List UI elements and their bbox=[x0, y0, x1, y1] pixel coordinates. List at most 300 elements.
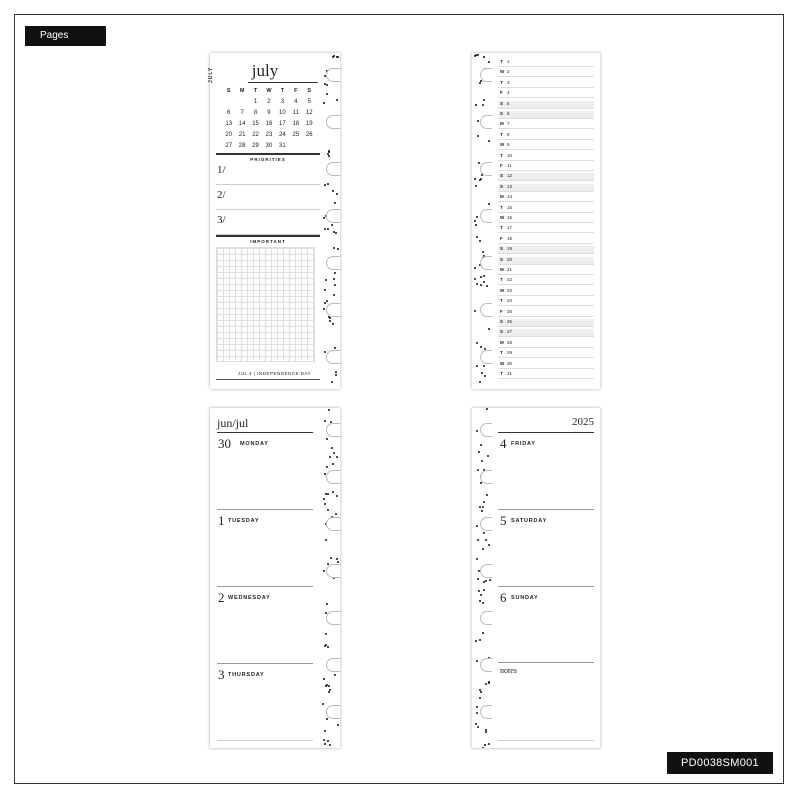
day-letter: F bbox=[500, 163, 503, 168]
dot bbox=[323, 739, 325, 741]
day-letter: T bbox=[500, 152, 503, 158]
day-number: 25 bbox=[507, 308, 513, 314]
ring-notch bbox=[326, 470, 340, 484]
day-name: SATURDAY bbox=[511, 518, 548, 524]
dot bbox=[478, 451, 480, 453]
calendar-day: 27 bbox=[225, 142, 233, 149]
row-line bbox=[498, 253, 594, 254]
day-letter: S bbox=[500, 111, 504, 116]
dot bbox=[326, 93, 328, 95]
day-letter: T bbox=[500, 298, 503, 304]
dot bbox=[477, 469, 479, 471]
dot bbox=[323, 570, 325, 572]
monthly-page bbox=[210, 53, 340, 389]
calendar-day bbox=[222, 96, 235, 107]
dot bbox=[485, 731, 487, 733]
calendar-day: 16 bbox=[265, 120, 273, 127]
dot bbox=[480, 346, 482, 348]
dot bbox=[325, 279, 327, 281]
notes-rule bbox=[498, 662, 594, 663]
dot bbox=[476, 342, 478, 344]
day-divider bbox=[498, 586, 594, 587]
calendar-day: 26 bbox=[305, 131, 313, 138]
day-letter: F bbox=[500, 308, 503, 314]
ring-notch bbox=[326, 423, 340, 437]
priority-number: 3/ bbox=[217, 214, 226, 226]
dot bbox=[334, 272, 336, 274]
dot bbox=[475, 224, 477, 226]
ring-notch bbox=[480, 162, 492, 176]
day-letter: S bbox=[500, 329, 504, 335]
calendar-day: 14 bbox=[238, 120, 246, 127]
important-label: IMPORTANT bbox=[250, 239, 286, 244]
weekday-header: T bbox=[253, 87, 258, 94]
priority-line bbox=[216, 184, 320, 185]
dot bbox=[328, 155, 330, 157]
row-line bbox=[498, 295, 594, 296]
year-rule bbox=[498, 432, 594, 433]
day-number: 10 bbox=[507, 152, 513, 158]
dot bbox=[483, 281, 485, 283]
dot bbox=[482, 747, 484, 748]
dot bbox=[335, 371, 337, 373]
dot bbox=[480, 594, 482, 596]
dot bbox=[323, 308, 325, 310]
dot bbox=[336, 456, 338, 458]
row-line bbox=[498, 264, 594, 265]
dot bbox=[475, 640, 477, 642]
dot bbox=[478, 590, 480, 592]
day-number: 30 bbox=[507, 360, 513, 366]
dot bbox=[329, 456, 331, 458]
week-title: jun/jul bbox=[217, 416, 249, 430]
dot bbox=[333, 55, 335, 57]
row-line bbox=[498, 108, 594, 109]
dot bbox=[482, 632, 484, 634]
dot bbox=[333, 247, 335, 249]
calendar-day: 1 bbox=[253, 98, 258, 105]
day-name: THURSDAY bbox=[228, 672, 265, 678]
dot bbox=[334, 202, 336, 204]
day-letter: T bbox=[500, 204, 503, 210]
dot bbox=[477, 578, 479, 580]
dot bbox=[327, 509, 329, 511]
calendar-day: 17 bbox=[279, 120, 286, 127]
day-letter: W bbox=[500, 142, 505, 148]
footer-rule bbox=[216, 379, 320, 380]
ring-notch bbox=[480, 115, 492, 129]
dot bbox=[328, 409, 330, 411]
notes-label: notes bbox=[500, 666, 517, 675]
dot bbox=[476, 236, 478, 238]
day-number: 20 bbox=[507, 256, 513, 262]
weekday-header: S bbox=[226, 87, 231, 94]
day-row bbox=[498, 163, 594, 171]
calendar-day: 2 bbox=[267, 98, 271, 105]
day-row bbox=[498, 361, 594, 369]
dot bbox=[327, 646, 329, 648]
dot bbox=[326, 438, 328, 440]
priority-line bbox=[216, 209, 320, 210]
day-number: 2 bbox=[218, 590, 225, 605]
dot bbox=[485, 683, 487, 685]
day-letter: S bbox=[500, 183, 504, 189]
day-number: 7 bbox=[507, 121, 510, 127]
calendar-day: 28 bbox=[238, 142, 246, 149]
day-number: 18 bbox=[507, 235, 513, 241]
day-row bbox=[498, 173, 594, 181]
calendar-day: 24 bbox=[279, 131, 286, 138]
dot bbox=[327, 183, 329, 185]
weekday-header: S bbox=[307, 87, 312, 94]
day-row bbox=[498, 101, 594, 109]
dot bbox=[488, 743, 490, 745]
day-divider bbox=[217, 663, 313, 664]
dot bbox=[489, 579, 491, 581]
dot bbox=[480, 444, 482, 446]
day-letter: M bbox=[500, 194, 504, 200]
day-row bbox=[498, 121, 594, 129]
month-side-label: JULY bbox=[208, 66, 214, 83]
day-number: 31 bbox=[507, 371, 513, 376]
row-line bbox=[498, 128, 594, 129]
dot bbox=[328, 685, 330, 687]
ring-notch bbox=[480, 256, 492, 270]
day-row bbox=[498, 69, 594, 77]
day-row bbox=[498, 246, 594, 254]
title-rule bbox=[248, 82, 318, 83]
ring-notch bbox=[480, 517, 492, 531]
ring-notch bbox=[326, 115, 340, 129]
dot bbox=[476, 430, 478, 432]
calendar-day: 6 bbox=[227, 109, 231, 116]
dot bbox=[335, 374, 337, 376]
dot bbox=[482, 251, 484, 253]
calendar-day: 5 bbox=[307, 98, 311, 105]
day-row bbox=[498, 132, 594, 140]
day-letter: M bbox=[500, 267, 504, 272]
day-letter: S bbox=[500, 100, 504, 106]
dot bbox=[332, 463, 334, 465]
day-number: 16 bbox=[507, 215, 513, 220]
dot bbox=[332, 190, 334, 192]
day-name: MONDAY bbox=[240, 441, 269, 447]
dot bbox=[480, 482, 482, 484]
dot bbox=[329, 317, 331, 319]
calendar-day: 22 bbox=[252, 131, 259, 138]
day-number: 9 bbox=[507, 142, 510, 148]
row-line bbox=[498, 243, 594, 244]
dot bbox=[485, 539, 487, 541]
dot bbox=[336, 558, 338, 560]
dot bbox=[474, 310, 476, 312]
dot bbox=[327, 153, 329, 155]
ring-notch bbox=[326, 303, 340, 317]
day-row bbox=[498, 277, 594, 285]
calendar-day bbox=[303, 140, 316, 151]
dotted-strip bbox=[472, 53, 492, 389]
row-line bbox=[498, 222, 594, 223]
calendar-day: 21 bbox=[238, 131, 246, 138]
row-line bbox=[498, 274, 594, 275]
dot bbox=[332, 491, 334, 493]
dot bbox=[484, 375, 486, 377]
dot bbox=[324, 743, 326, 745]
day-letter: T bbox=[500, 350, 503, 356]
weekday-header: T bbox=[280, 87, 285, 94]
row-line bbox=[498, 170, 594, 171]
day-row bbox=[498, 319, 594, 327]
dot bbox=[330, 557, 332, 559]
day-letter: S bbox=[500, 246, 504, 252]
row-line bbox=[498, 160, 594, 161]
day-row bbox=[498, 225, 594, 233]
calendar-day: 3 bbox=[280, 98, 285, 105]
day-letter: S bbox=[500, 256, 504, 262]
dot bbox=[327, 740, 329, 742]
weekly-right-page bbox=[472, 408, 600, 748]
day-letter: F bbox=[500, 235, 503, 241]
dot bbox=[475, 54, 477, 56]
dot bbox=[329, 320, 331, 322]
day-row bbox=[498, 153, 594, 161]
dotted-strip bbox=[320, 408, 340, 748]
year-label: 2025 bbox=[572, 416, 594, 428]
dot bbox=[477, 539, 479, 541]
dot bbox=[482, 506, 484, 508]
priority-number: 2/ bbox=[217, 189, 226, 201]
dot bbox=[483, 365, 485, 367]
day-letter: T bbox=[500, 131, 503, 137]
day-row bbox=[498, 350, 594, 358]
dot bbox=[479, 600, 481, 602]
week-title-rule bbox=[217, 432, 313, 433]
day-row bbox=[498, 329, 594, 337]
day-letter: W bbox=[500, 215, 505, 220]
day-row bbox=[498, 257, 594, 265]
dot bbox=[323, 217, 325, 219]
row-line bbox=[498, 305, 594, 306]
ring-notch bbox=[480, 423, 492, 437]
row-line bbox=[498, 76, 594, 77]
dot bbox=[480, 284, 482, 286]
row-line bbox=[498, 118, 594, 119]
ring-notch bbox=[326, 68, 340, 82]
dot bbox=[481, 372, 483, 374]
day-row bbox=[498, 267, 594, 275]
pages-label: Pages bbox=[25, 26, 106, 46]
calendar-day: 13 bbox=[225, 120, 233, 127]
daily-list-page bbox=[472, 53, 600, 389]
day-number: 3 bbox=[218, 667, 225, 682]
dot bbox=[486, 494, 488, 496]
dot bbox=[484, 744, 486, 746]
bottom-rule bbox=[217, 740, 313, 741]
dot bbox=[481, 460, 483, 462]
day-row bbox=[498, 371, 594, 379]
dot bbox=[336, 495, 338, 497]
day-name: SUNDAY bbox=[511, 595, 539, 601]
dot bbox=[488, 544, 490, 546]
mini-calendar bbox=[222, 85, 316, 151]
dot bbox=[337, 248, 339, 250]
calendar-day: 19 bbox=[305, 120, 313, 127]
dot bbox=[474, 178, 476, 180]
weekday-header: W bbox=[266, 87, 272, 94]
day-number: 27 bbox=[507, 329, 513, 335]
weekday-header: F bbox=[294, 87, 298, 94]
dot bbox=[334, 674, 336, 676]
ring-notch bbox=[326, 611, 340, 625]
day-row bbox=[498, 142, 594, 150]
dot bbox=[486, 285, 488, 287]
row-line bbox=[498, 212, 594, 213]
dot bbox=[326, 84, 328, 86]
day-letter: T bbox=[500, 225, 503, 231]
important-rule bbox=[216, 235, 320, 237]
day-number: 1 bbox=[507, 59, 510, 64]
day-number: 12 bbox=[507, 173, 513, 179]
dot bbox=[334, 347, 336, 349]
dot bbox=[488, 328, 490, 330]
day-number: 21 bbox=[507, 267, 513, 272]
dot bbox=[485, 729, 487, 731]
day-letter: W bbox=[500, 287, 505, 293]
day-number: 28 bbox=[507, 339, 513, 345]
dot bbox=[331, 447, 333, 449]
row-line bbox=[498, 347, 594, 348]
dot bbox=[324, 503, 326, 505]
day-letter: S bbox=[500, 173, 504, 179]
day-number: 5 bbox=[507, 100, 510, 106]
dotted-strip bbox=[320, 53, 340, 389]
ring-notch bbox=[326, 256, 340, 270]
day-name: TUESDAY bbox=[228, 518, 260, 524]
dot bbox=[477, 54, 479, 56]
row-line bbox=[498, 378, 594, 379]
calendar-day: 30 bbox=[265, 142, 273, 149]
day-letter: M bbox=[500, 121, 504, 127]
day-row bbox=[498, 298, 594, 306]
calendar-day: 10 bbox=[279, 109, 286, 116]
row-line bbox=[498, 191, 594, 192]
day-letter: F bbox=[500, 90, 503, 96]
dot bbox=[325, 539, 327, 541]
ring-notch bbox=[326, 209, 340, 223]
dot bbox=[479, 381, 481, 383]
dot bbox=[483, 99, 485, 101]
dot bbox=[322, 703, 324, 705]
day-letter: T bbox=[500, 277, 503, 283]
day-number: 11 bbox=[507, 163, 512, 168]
day-number: 15 bbox=[507, 204, 513, 210]
day-letter: W bbox=[500, 360, 505, 366]
row-line bbox=[498, 316, 594, 317]
row-line bbox=[498, 87, 594, 88]
day-number: 17 bbox=[507, 225, 513, 231]
dot bbox=[481, 510, 483, 512]
day-number: 23 bbox=[507, 287, 513, 293]
dot bbox=[324, 289, 326, 291]
dot bbox=[474, 278, 476, 280]
ring-notch bbox=[480, 209, 492, 223]
day-row bbox=[498, 111, 594, 119]
day-name: FRIDAY bbox=[511, 441, 536, 447]
dot bbox=[478, 162, 480, 164]
dot bbox=[323, 102, 325, 104]
calendar-day: 15 bbox=[252, 120, 259, 127]
dot bbox=[476, 365, 478, 367]
ring-notch bbox=[480, 658, 492, 672]
dot bbox=[333, 294, 335, 296]
dot bbox=[488, 61, 490, 63]
dot bbox=[324, 351, 326, 353]
dot bbox=[334, 284, 336, 286]
day-letter: W bbox=[500, 69, 505, 75]
row-line bbox=[498, 284, 594, 285]
dot bbox=[324, 228, 326, 230]
dot bbox=[483, 275, 485, 277]
day-letter: S bbox=[500, 319, 504, 324]
dot bbox=[482, 548, 484, 550]
day-number: 6 bbox=[500, 590, 507, 605]
calendar-day: 9 bbox=[267, 109, 271, 116]
ring-notch bbox=[326, 162, 340, 176]
ring-notch bbox=[326, 658, 340, 672]
dot bbox=[488, 140, 490, 142]
dot bbox=[483, 589, 485, 591]
dot bbox=[327, 228, 329, 230]
priorities-rule bbox=[216, 153, 320, 155]
dot bbox=[476, 283, 478, 285]
day-row bbox=[498, 90, 594, 98]
dot bbox=[335, 232, 337, 234]
day-letter: T bbox=[500, 79, 503, 85]
day-number: 24 bbox=[507, 298, 513, 304]
ring-notch bbox=[326, 705, 340, 719]
dot bbox=[476, 706, 478, 708]
month-title: july bbox=[251, 61, 279, 80]
priority-number: 1/ bbox=[217, 164, 226, 176]
holiday-note: JUL 4 | INDEPENDENCE DAY bbox=[238, 371, 312, 376]
dot bbox=[476, 525, 478, 527]
dot bbox=[479, 179, 481, 181]
dot bbox=[476, 558, 478, 560]
weekday-header: M bbox=[239, 87, 245, 94]
day-row bbox=[498, 194, 594, 202]
day-row bbox=[498, 309, 594, 317]
calendar-day: 31 bbox=[279, 142, 286, 149]
dot bbox=[327, 493, 329, 495]
row-line bbox=[498, 357, 594, 358]
day-row bbox=[498, 215, 594, 223]
ring-notch bbox=[480, 303, 492, 317]
dot bbox=[479, 697, 481, 699]
day-row bbox=[498, 236, 594, 244]
dot bbox=[325, 685, 327, 687]
dot bbox=[476, 712, 478, 714]
dot bbox=[483, 56, 485, 58]
dot bbox=[332, 323, 334, 325]
day-number: 6 bbox=[507, 111, 510, 116]
calendar-day: 20 bbox=[225, 131, 233, 138]
row-line bbox=[498, 326, 594, 327]
dot bbox=[336, 99, 338, 101]
dot bbox=[485, 580, 487, 582]
day-number: 2 bbox=[507, 69, 510, 75]
dot bbox=[324, 420, 326, 422]
day-divider bbox=[498, 509, 594, 510]
